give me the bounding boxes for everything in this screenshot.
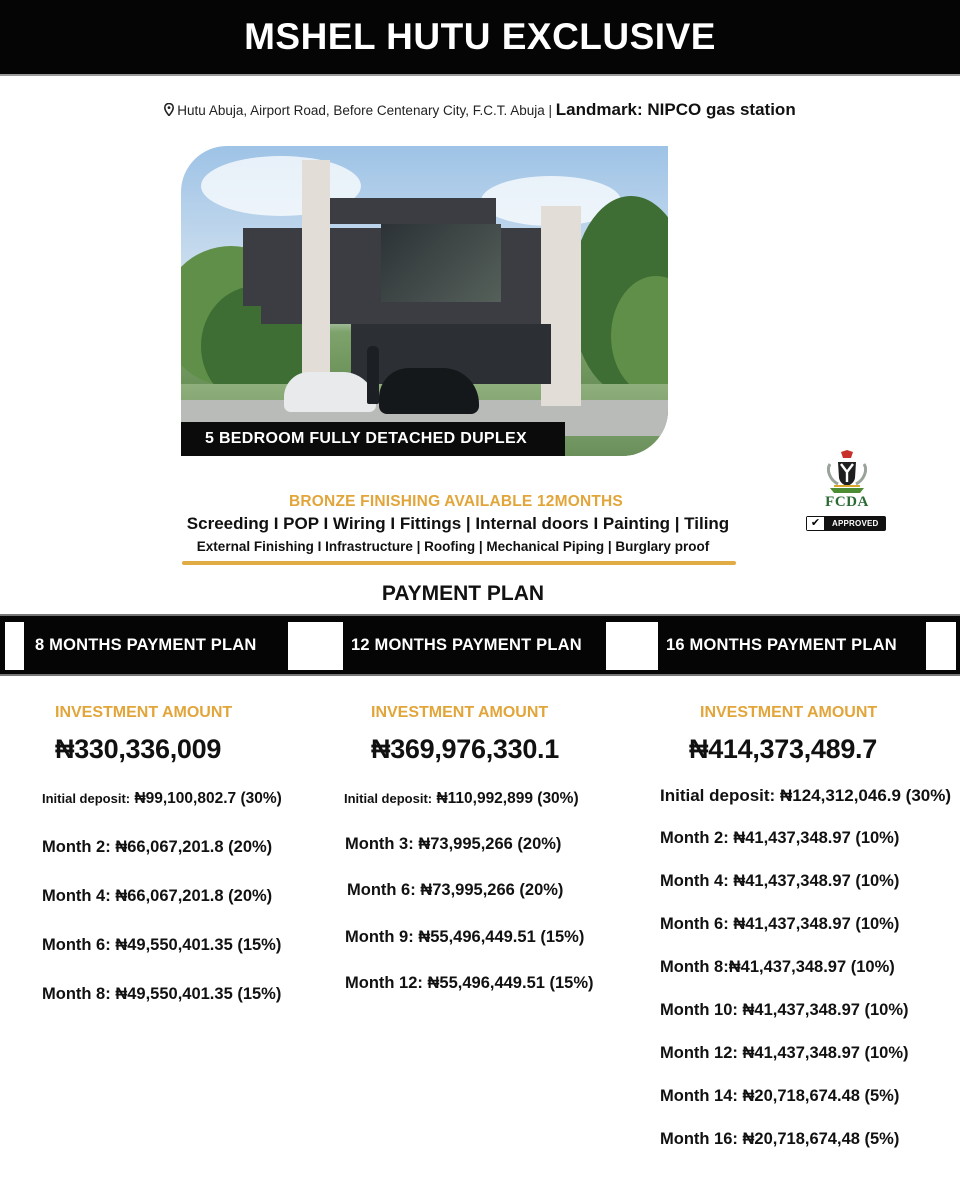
installment-row: Month 12: ₦55,496,449.51 (15%) [345, 974, 594, 992]
installment-row: Month 2: ₦66,067,201.8 (20%) [42, 838, 273, 856]
investment-label: INVESTMENT AMOUNT [55, 704, 233, 721]
initial-deposit: Initial deposit: ₦124,312,046.9 (30%) [660, 786, 952, 805]
tab-separator [288, 622, 343, 670]
investment-amount: ₦330,336,009 [55, 734, 222, 764]
checkmark-icon: ✔ [807, 517, 824, 530]
property-image [181, 146, 668, 456]
investment-amount: ₦414,373,489.7 [689, 734, 877, 764]
installment-row: Month 8:₦41,437,348.97 (10%) [660, 958, 895, 976]
installment-row: Month 16: ₦20,718,674,48 (5%) [660, 1130, 900, 1148]
tab-separator [5, 622, 24, 670]
divider [182, 561, 736, 565]
installment-row: Month 6: ₦73,995,266 (20%) [347, 881, 564, 899]
address-text: Hutu Abuja, Airport Road, Before Centenary City, F.C.T. Abuja | [177, 103, 552, 118]
installment-row: Month 14: ₦20,718,674.48 (5%) [660, 1087, 900, 1105]
tab-separator [606, 622, 658, 670]
installment-row: Month 9: ₦55,496,449.51 (15%) [345, 928, 585, 946]
investment-label: INVESTMENT AMOUNT [700, 704, 878, 721]
tab-8-months[interactable]: 8 MONTHS PAYMENT PLAN [35, 635, 257, 654]
map-pin-icon [164, 103, 174, 116]
installment-row: Month 6: ₦41,437,348.97 (10%) [660, 915, 900, 933]
finishing-features-line-2: External Finishing I Infrastructure | Roofing | Mechanical Piping | Burglary proof [196, 539, 710, 554]
tab-12-months[interactable]: 12 MONTHS PAYMENT PLAN [351, 635, 582, 654]
installment-row: Month 6: ₦49,550,401.35 (15%) [42, 936, 282, 954]
investment-amount: ₦369,976,330.1 [371, 734, 559, 764]
installment-row: Month 4: ₦41,437,348.97 (10%) [660, 872, 900, 890]
landmark-text: Landmark: NIPCO gas station [555, 100, 796, 119]
investment-label: INVESTMENT AMOUNT [371, 704, 549, 721]
installment-row: Month 3: ₦73,995,266 (20%) [345, 835, 562, 853]
installment-row: Month 10: ₦41,437,348.97 (10%) [660, 1001, 909, 1019]
coat-of-arms-icon [824, 450, 870, 494]
installment-row: Month 4: ₦66,067,201.8 (20%) [42, 887, 273, 905]
tab-separator [926, 622, 956, 670]
black-car [379, 368, 479, 414]
payment-plan-title: PAYMENT PLAN [381, 582, 545, 605]
tab-16-months[interactable]: 16 MONTHS PAYMENT PLAN [666, 635, 897, 654]
finishing-title: BRONZE FINISHING AVAILABLE 12MONTHS [289, 493, 623, 510]
initial-deposit: Initial deposit: ₦110,992,899 (30%) [344, 790, 579, 807]
fcda-label: FCDA [825, 494, 869, 510]
installment-row: Month 12: ₦41,437,348.97 (10%) [660, 1044, 909, 1062]
finishing-features-line-1: Screeding I POP I Wiring I Fittings | Internal doors I Painting | Tiling [186, 514, 730, 533]
white-car [284, 372, 376, 412]
installment-row: Month 8: ₦49,550,401.35 (15%) [42, 985, 282, 1003]
page-title: MSHEL HUTU EXCLUSIVE [244, 16, 716, 57]
person-figure [367, 346, 379, 404]
payment-plan-tabs [0, 614, 960, 676]
header-bar [0, 0, 960, 76]
installment-row: Month 2: ₦41,437,348.97 (10%) [660, 829, 900, 847]
initial-deposit: Initial deposit: ₦99,100,802.7 (30%) [42, 790, 282, 807]
location-line [0, 100, 960, 120]
approved-label: APPROVED [832, 519, 879, 528]
property-caption: 5 BEDROOM FULLY DETACHED DUPLEX [181, 422, 565, 456]
